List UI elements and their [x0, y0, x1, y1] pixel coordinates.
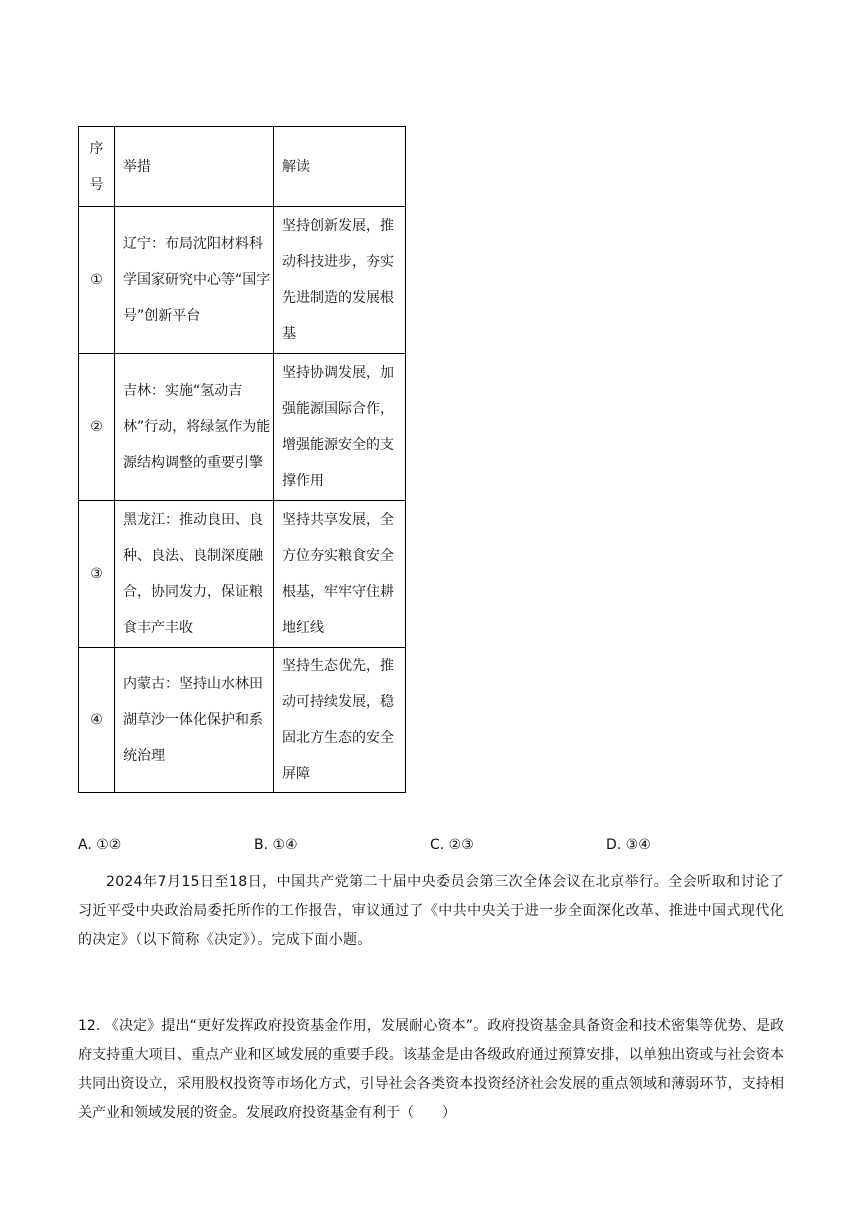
option-d[interactable]: D. ③④	[606, 837, 651, 853]
answer-options	[78, 837, 778, 859]
row-measure: 黑龙江：推动良田、良种、良法、良制深度融合，协同发力，保证粮食丰产丰收	[115, 501, 274, 648]
row-reading: 坚持共享发展，全方位夯实粮食安全根基，牢牢守住耕地红线	[274, 501, 406, 648]
question-12: 12. 《决定》提出“更好发挥政府投资基金作用，发展耐心资本”。政府投资基金具备资金和技术密集等优势、是政府支持重大项目、重点产业和区域发展的重要手段。该基金是由各级政府通过预算安排，以单独出资或与社会资本共同出资设立，采用股权投资等市场化方式，引导社会各类资本投资经济社会发展的重点领域和薄弱环节，支持相关产业和领域发展的资金。发展政府投资基金有利于（ ）	[78, 1018, 784, 1121]
table-row	[79, 501, 406, 648]
row-reading: 坚持协调发展，加强能源国际合作，增强能源安全的支撑作用	[274, 354, 406, 501]
row-measure: 内蒙古：坚持山水林田湖草沙一体化保护和系统治理	[115, 648, 274, 793]
option-b[interactable]: B. ①④	[254, 837, 298, 853]
row-reading: 坚持创新发展，推动科技进步，夯实先进制造的发展根基	[274, 207, 406, 354]
row-number: ②	[79, 354, 115, 501]
table-row	[79, 648, 406, 793]
header-serial: 序号	[79, 127, 115, 207]
row-number: ④	[79, 648, 115, 793]
table-row	[79, 354, 406, 501]
option-c[interactable]: C. ②③	[430, 837, 474, 853]
row-number: ①	[79, 207, 115, 354]
row-reading: 坚持生态优先，推动可持续发展，稳固北方生态的安全屏障	[274, 648, 406, 793]
header-reading: 解读	[274, 127, 406, 207]
row-measure: 吉林：实施“氢动吉林”行动，将绿氢作为能源结构调整的重要引擎	[115, 354, 274, 501]
measures-table	[78, 126, 406, 793]
table-row	[79, 207, 406, 354]
option-a[interactable]: A. ①②	[78, 837, 122, 853]
intro-paragraph: 2024年7月15日至18日，中国共产党第二十届中央委员会第三次全体会议在北京举行。全会听取和讨论了习近平受中央政治局委托所作的工作报告，审议通过了《中共中央关于进一步全面深化改革、推进中国式现代化的决定》（以下简称《决定》）。完成下面小题。	[78, 874, 784, 948]
header-measure: 举措	[115, 127, 274, 207]
table-header-row	[79, 127, 406, 207]
row-measure: 辽宁：布局沈阳材料科学国家研究中心等“国字号”创新平台	[115, 207, 274, 354]
row-number: ③	[79, 501, 115, 648]
